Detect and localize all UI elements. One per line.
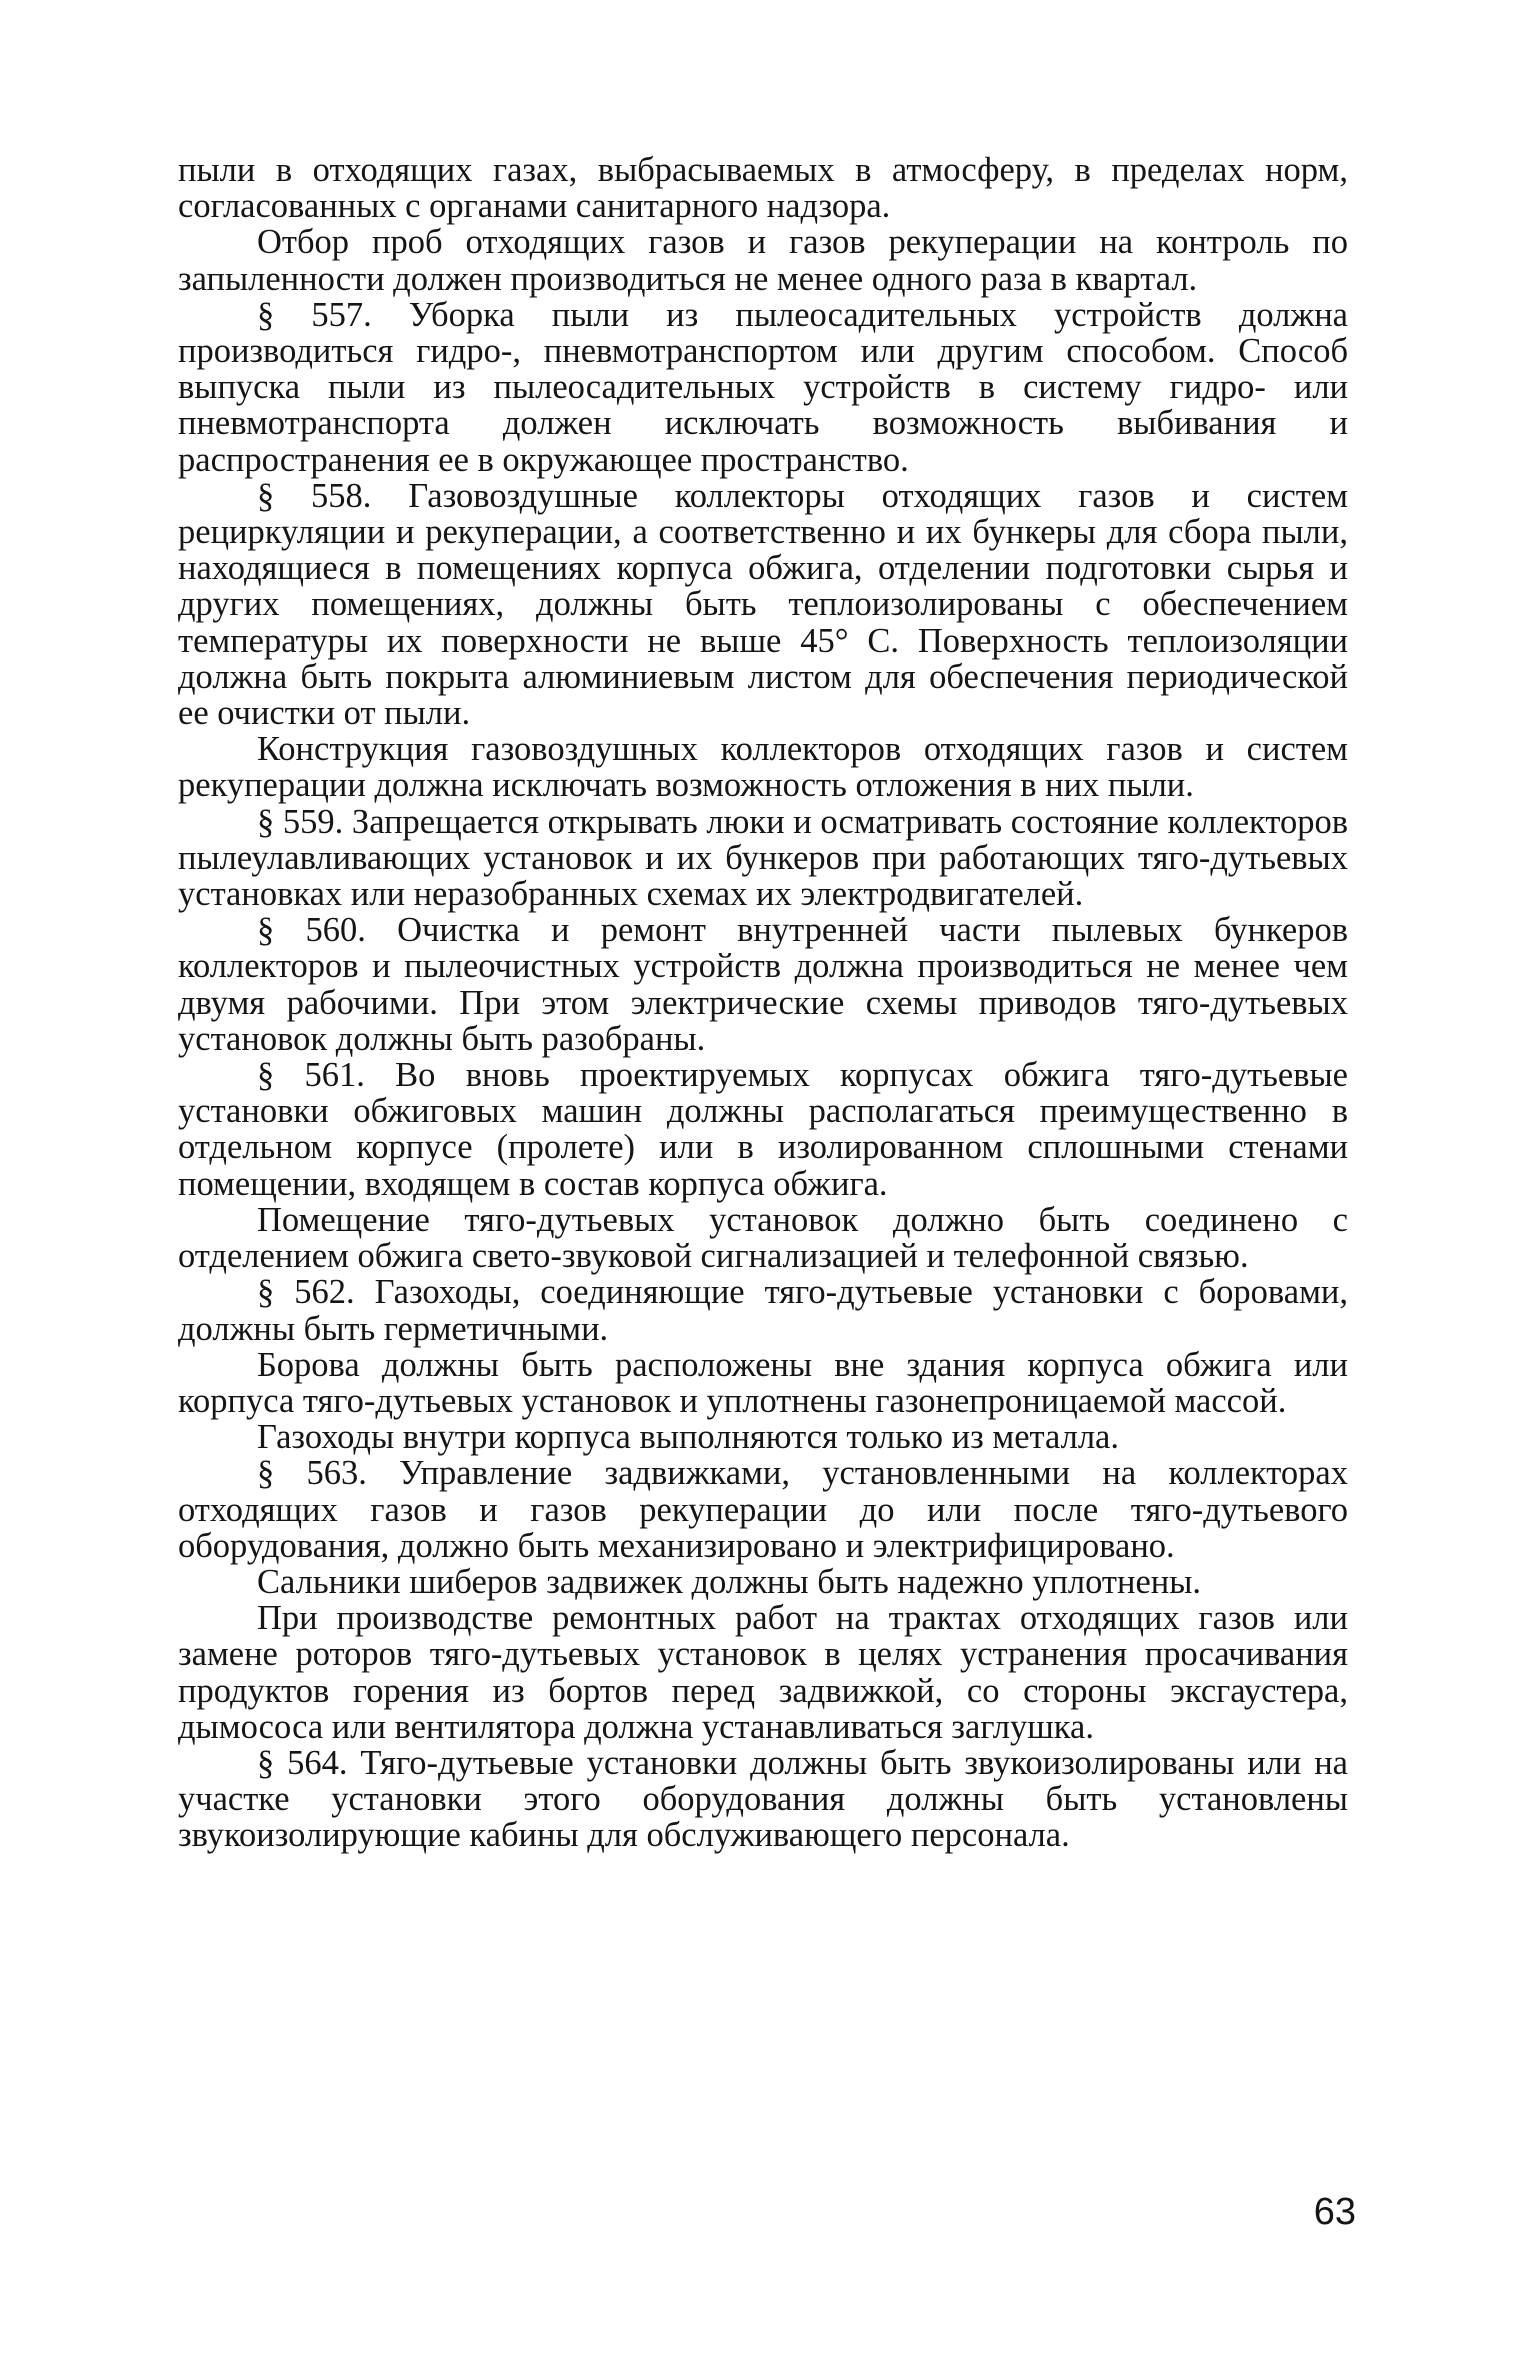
paragraph-557: § 557. Уборка пыли из пылеосадительных устройств должна производиться гидро-, пневмотранспортом или другим способом. Способ выпуска пыли из пылеосадительных устройств в систему гидро- или пневмотранспорта должен исключать возможность выбивания и распространения ее в окружающее пространство. [178, 295, 1348, 479]
paragraph-563: § 563. Управление задвижками, установленными на коллекторах отходящих газов и газов рекуперации до или после тяго-дутьевого оборудования, должно быть механизировано и электрифицировано. [178, 1454, 1348, 1565]
paragraph-558: § 558. Газовоздушные коллекторы отходящих газов и систем рециркуляции и рекуперации, а соответственно и их бункеры для сбора пыли, находящиеся в помещениях корпуса обжига, отделении подготовки сырья и других помещениях, должны быть теплоизолированы с обеспечением температуры их поверхности не выше 45° С. Поверхность теплоизоляции должна быть покрыта алюминиевым листом для обеспечения периодической ее очистки от пыли. [178, 476, 1348, 733]
paragraph-562: § 562. Газоходы, соединяющие тяго-дутьевые установки с боровами, должны быть герметичными. [178, 1273, 1348, 1348]
paragraph: Помещение тяго-дутьевых установок должно быть соединено с отделением обжига свето-звуковой сигнализацией и телефонной связью. [178, 1200, 1348, 1276]
paragraph: Отбор проб отходящих газов и газов рекуперации на контроль по запыленности должен производиться не менее одного раза в квартал. [178, 223, 1348, 298]
paragraph: пыли в отходящих газах, выбрасываемых в атмосферу, в пределах норм, согласованных с органами санитарного надзора. [178, 151, 1348, 226]
paragraph-564: § 564. Тяго-дутьевые установки должны быть звукоизолированы или на участке установки этого оборудования должны быть установлены звукоизолирующие кабины для обслуживающего персонала. [178, 1743, 1348, 1855]
page-number: 63 [1313, 2191, 1356, 2233]
paragraph-560: § 560. Очистка и ремонт внутренней части пылевых бункеров коллекторов и пылеочистных устройств должна производиться не менее чем двумя рабочими. При этом электрические схемы приводов тяго-дутьевых установок должны быть разобраны. [178, 911, 1348, 1058]
paragraph-561: § 561. Во вновь проектируемых корпусах обжига тяго-дутьевые установки обжиговых машин должны располагаться преимущественно в отдельном корпусе (пролете) или в изолированном сплошными стенами помещении, входящем в состав корпуса обжига. [178, 1056, 1348, 1203]
paragraph: Борова должны быть расположены вне здания корпуса обжига или корпуса тяго-дутьевых установок и уплотнены газонепроницаемой массой. [178, 1345, 1348, 1420]
paragraph: Конструкция газовоздушных коллекторов отходящих газов и систем рекуперации должна исключать возможность отложения в них пыли. [178, 730, 1348, 805]
paragraph: Газоходы внутри корпуса выполняются только из металла. [257, 1418, 1119, 1457]
paragraph: При производстве ремонтных работ на трактах отходящих газов или замене роторов тяго-дутьевых установок в целях устранения просачивания продуктов горения из бортов перед задвижкой, со стороны эксгаустера, дымососа или вентилятора должна устанавливаться заглушка. [178, 1599, 1348, 1746]
body-text [178, 152, 1348, 1854]
paragraph: Сальники шиберов задвижек должны быть надежно уплотнены. [257, 1562, 1202, 1601]
paragraph-559: § 559. Запрещается открывать люки и осматривать состояние коллекторов пылеулавливающих установок и их бункеров при работающих тяго-дутьевых установках или неразобранных схемах их электродвигателей. [178, 802, 1348, 914]
